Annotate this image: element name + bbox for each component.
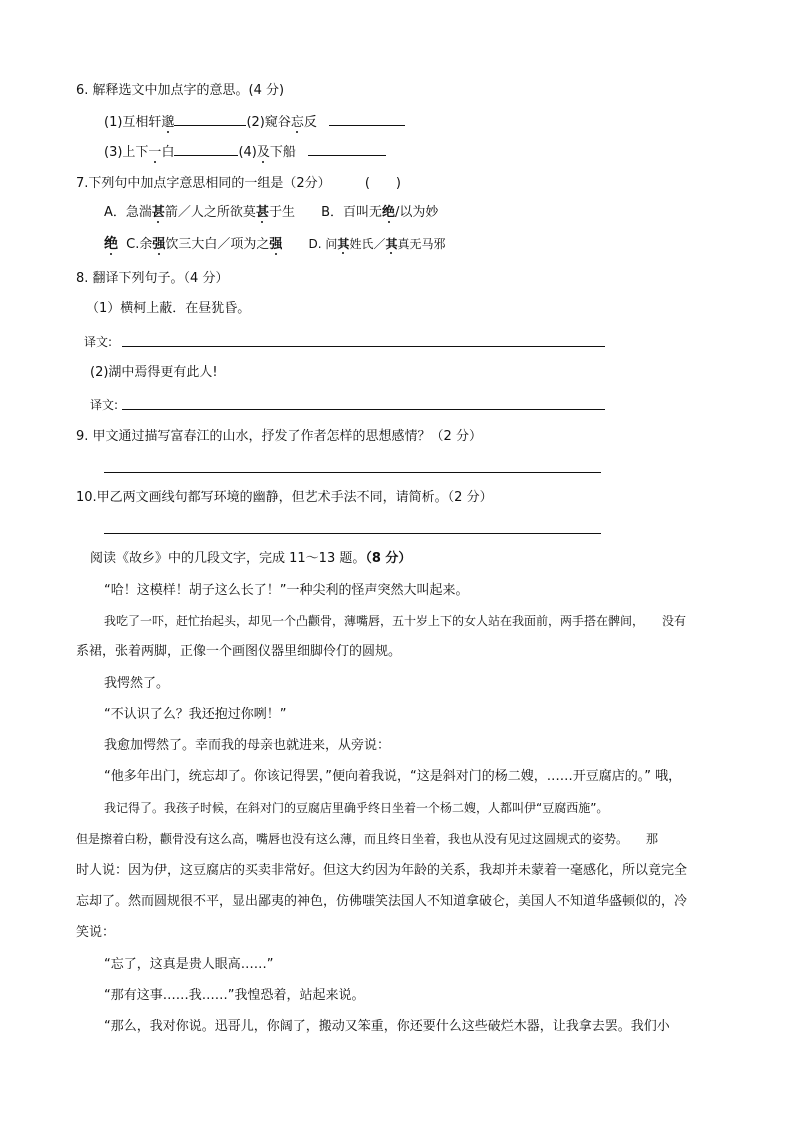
- q10-stem: 10.甲乙两文画线句都写环境的幽静，但艺术手法不同，请简析。（2 分）: [76, 490, 493, 505]
- q7-c-text-mid: 饮三大白／项为之: [165, 237, 270, 252]
- q8-sentence-1: （1）横柯上蔽．在昼犹昏。: [86, 301, 251, 316]
- reading-intro-score: （8 分）: [365, 551, 412, 566]
- passage-line-10: 时人说：因为伊，这豆腐店的买卖非常好。但这大约因为年龄的关系，我却并未蒙着一毫感化，所以竟完全: [76, 863, 688, 878]
- q7-d-text: D. 问: [308, 237, 338, 251]
- q7-a-text-mid: 箭／人之所欲莫: [164, 205, 256, 220]
- q8-sentence-2: (2)湖中焉得更有此人!: [90, 365, 218, 380]
- q7-stem: 7.下列句中加点字意思相同的一组是（2分）: [76, 176, 331, 191]
- q6-item4-dotted: 及: [256, 145, 270, 160]
- q7-d-dotted-2: 其: [385, 237, 398, 251]
- q6-item2-blank[interactable]: [329, 112, 405, 126]
- q8-answer-line-1[interactable]: [122, 346, 605, 347]
- passage-line-12: 笑说：: [76, 925, 116, 940]
- q8-translation-label-2: 译文:: [90, 398, 119, 412]
- passage-line-13: “忘了，这真是贵人眼高……”: [104, 957, 274, 972]
- q6-item1-text: (1)互相轩: [104, 115, 162, 130]
- passage-line-4: 我愕然了。: [104, 676, 170, 691]
- q7-c-dotted-1: 强: [152, 237, 166, 252]
- q7-a-dotted-1: 甚: [151, 205, 165, 220]
- q7-d-dotted-1: 其: [337, 237, 350, 251]
- passage-line-3: 系裙，张着两脚，正像一个画图仪器里细脚伶仃的圆规。: [76, 644, 402, 659]
- q6-item4-text: (4): [238, 145, 257, 160]
- q6-item2-text-post: 反: [303, 115, 317, 130]
- q6-item4-text-post: 下船: [269, 145, 296, 160]
- q7-b-text: B．百叫无: [321, 205, 383, 220]
- passage-line-6: 我愈加愕然了。幸而我的母亲也就进来，从旁说：: [104, 738, 391, 753]
- q7-a-dotted-2: 甚: [255, 205, 269, 220]
- q7-answer-paren[interactable]: ( ): [364, 176, 401, 191]
- q6-item2-dotted: 忘: [290, 115, 304, 130]
- q7-row-ab: [104, 204, 438, 222]
- passage-line-14: “那有这事……我……”我惶恐着，站起来说。: [104, 988, 365, 1003]
- passage-line-2: 我吃了一吓，赶忙抬起头，却见一个凸颧骨，薄嘴唇，五十岁上下的女人站在我面前，两手搭在髀间， 没有: [104, 614, 687, 628]
- passage-line-7: “他多年出门，统忘却了。你该记得罢，”便向着我说，“这是斜对门的杨二嫂，……开豆腐店的。” 哦，: [104, 769, 682, 784]
- q7-option-d[interactable]: [309, 237, 446, 251]
- q6-item3-dotted: 一: [148, 145, 162, 160]
- passage-line-1: “哈！这模样！胡子这么长了！”一种尖利的怪声突然大叫起来。: [104, 583, 469, 598]
- q7-d-text-post: 真无马邪: [397, 237, 446, 251]
- q8-answer-line-2[interactable]: [122, 409, 605, 410]
- q6-row-2: [104, 142, 386, 162]
- q7-option-c[interactable]: [126, 237, 282, 252]
- q7-c-dotted-2: 强: [269, 237, 283, 252]
- q9-stem: 9. 甲文通过描写富春江的山水，抒发了作者怎样的思想感情？（2 分）: [76, 429, 482, 444]
- q6-item2-text: (2)窥谷: [246, 115, 291, 130]
- q7-c-text: C.余: [126, 237, 153, 252]
- q6-stem: 6. 解释选文中加点字的意思。(4 分): [76, 83, 285, 98]
- q6-item4-blank[interactable]: [308, 142, 386, 156]
- q7-a-text: A．急湍: [104, 205, 152, 220]
- passage-line-5: “不认识了么？我还抱过你咧！”: [104, 707, 287, 722]
- q7-row-cd: [104, 235, 445, 254]
- q7-b-wrap-dotted: 绝: [104, 236, 118, 252]
- q6-row-1: [104, 112, 405, 132]
- q6-item3-text: (3)上下: [104, 145, 149, 160]
- q6-item1-blank[interactable]: [174, 112, 246, 126]
- reading-intro: [90, 550, 411, 568]
- passage-line-11: 忘却了。然而圆规很不平，显出鄙夷的神色，仿佛嗤笑法国人不知道拿破仑，美国人不知道华盛顿似的，冷: [76, 894, 688, 909]
- q6-item1-dotted: 邈: [161, 115, 175, 130]
- q7-a-text-post: 于生: [268, 205, 295, 220]
- passage-line-9: 但是擦着白粉，颧骨没有这么高，嘴唇也没有这么薄，而且终日坐着，我也从没有见过这圆规式的姿势。 那: [76, 832, 659, 846]
- q9-answer-line[interactable]: [104, 472, 601, 473]
- passage-line-15: “那么，我对你说。迅哥儿，你阔了，搬动又笨重，你还要什么这些破烂木器，让我拿去罢。我们小: [104, 1019, 670, 1034]
- q10-answer-line[interactable]: [104, 533, 601, 534]
- q8-translation-label-1: 译文:: [84, 335, 113, 349]
- q7-option-b[interactable]: [321, 205, 438, 220]
- q7-b-dotted: 绝: [382, 205, 396, 220]
- reading-intro-text: 阅读《故乡》中的几段文字，完成 11～13 题。: [90, 551, 366, 566]
- q7-option-a[interactable]: [104, 205, 295, 220]
- q6-item3-blank[interactable]: [174, 142, 238, 156]
- q7-d-text-mid: 姓氏／: [349, 237, 386, 251]
- q6-item3-text-post: 白: [161, 145, 175, 160]
- passage-line-8: 我记得了。我孩子时候，在斜对门的豆腐店里确乎终日坐着一个杨二嫂，人都叫伊“豆腐西施”。: [104, 801, 609, 815]
- q7-b-text-post: /以为妙: [395, 205, 439, 220]
- q7-stem-row: [76, 175, 401, 193]
- q8-stem: 8. 翻译下列句子。（4 分）: [76, 271, 229, 286]
